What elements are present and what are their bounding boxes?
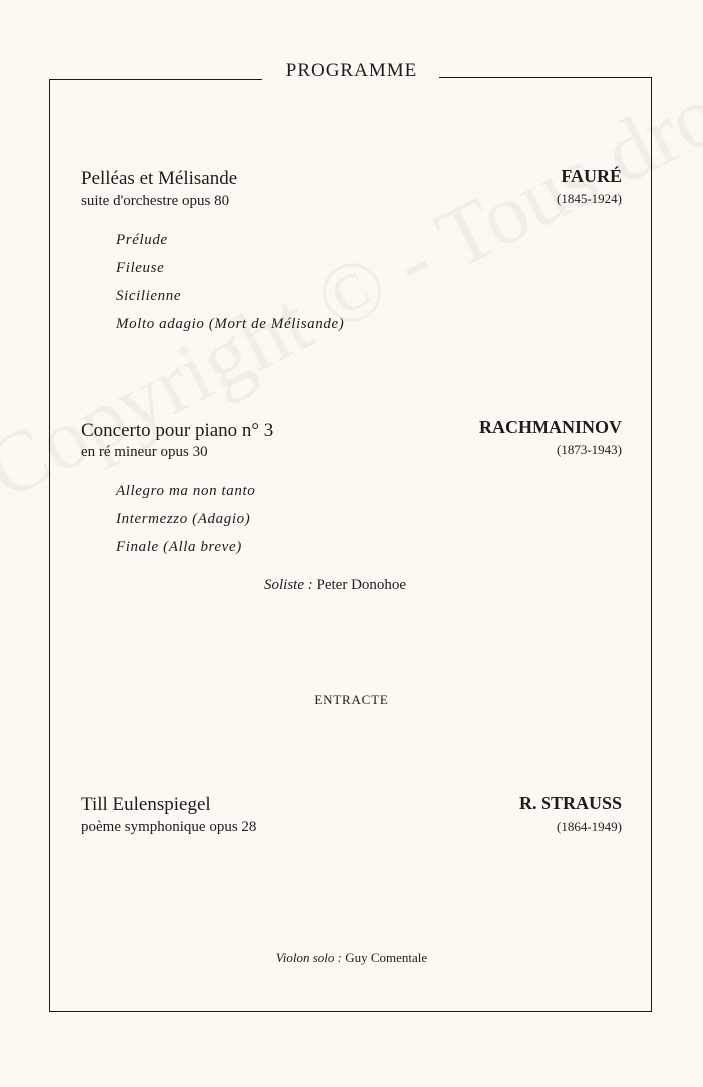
work-subtitle: poème symphonique opus 28 [81, 819, 257, 835]
composer-name: FAURÉ [561, 166, 622, 186]
soloist-name: Peter Donohoe [316, 577, 407, 593]
soloist-label: Soliste : [264, 577, 313, 593]
violin-solo-label: Violon solo : [275, 950, 342, 965]
composer-name: R. STRAUSS [518, 793, 622, 813]
entracte-label: ENTRACTE [314, 692, 389, 707]
work-title: Pelléas et Mélisande [81, 168, 238, 189]
composer-dates: (1864-1949) [557, 819, 622, 834]
work-title: Till Eulenspiegel [81, 794, 211, 815]
work-title: Concerto pour piano n° 3 [81, 420, 274, 441]
movement-item: Fileuse [116, 260, 165, 276]
movement-item: Finale (Alla breve) [116, 539, 242, 555]
frame-right-rule [651, 77, 652, 1012]
movement-item: Allegro ma non tanto [116, 483, 256, 499]
violin-solo-name: Guy Comentale [345, 950, 428, 965]
work-subtitle: en ré mineur opus 30 [81, 444, 208, 460]
movement-item: Intermezzo (Adagio) [116, 511, 251, 527]
composer-dates: (1845-1924) [557, 191, 622, 206]
frame-bottom-rule [49, 1011, 652, 1012]
composer-name: RACHMANINOV [479, 417, 622, 437]
violin-solo-credit [0, 950, 703, 966]
movement-item: Molto adagio (Mort de Mélisande) [116, 316, 345, 332]
movement-item: Prélude [116, 232, 168, 248]
work-subtitle: suite d'orchestre opus 80 [81, 193, 230, 209]
composer-dates: (1873-1943) [557, 442, 622, 457]
programme-title: PROGRAMME [285, 60, 418, 81]
movement-item: Sicilienne [116, 288, 182, 304]
soloist-credit [264, 577, 406, 594]
frame-left-rule [49, 79, 50, 1012]
